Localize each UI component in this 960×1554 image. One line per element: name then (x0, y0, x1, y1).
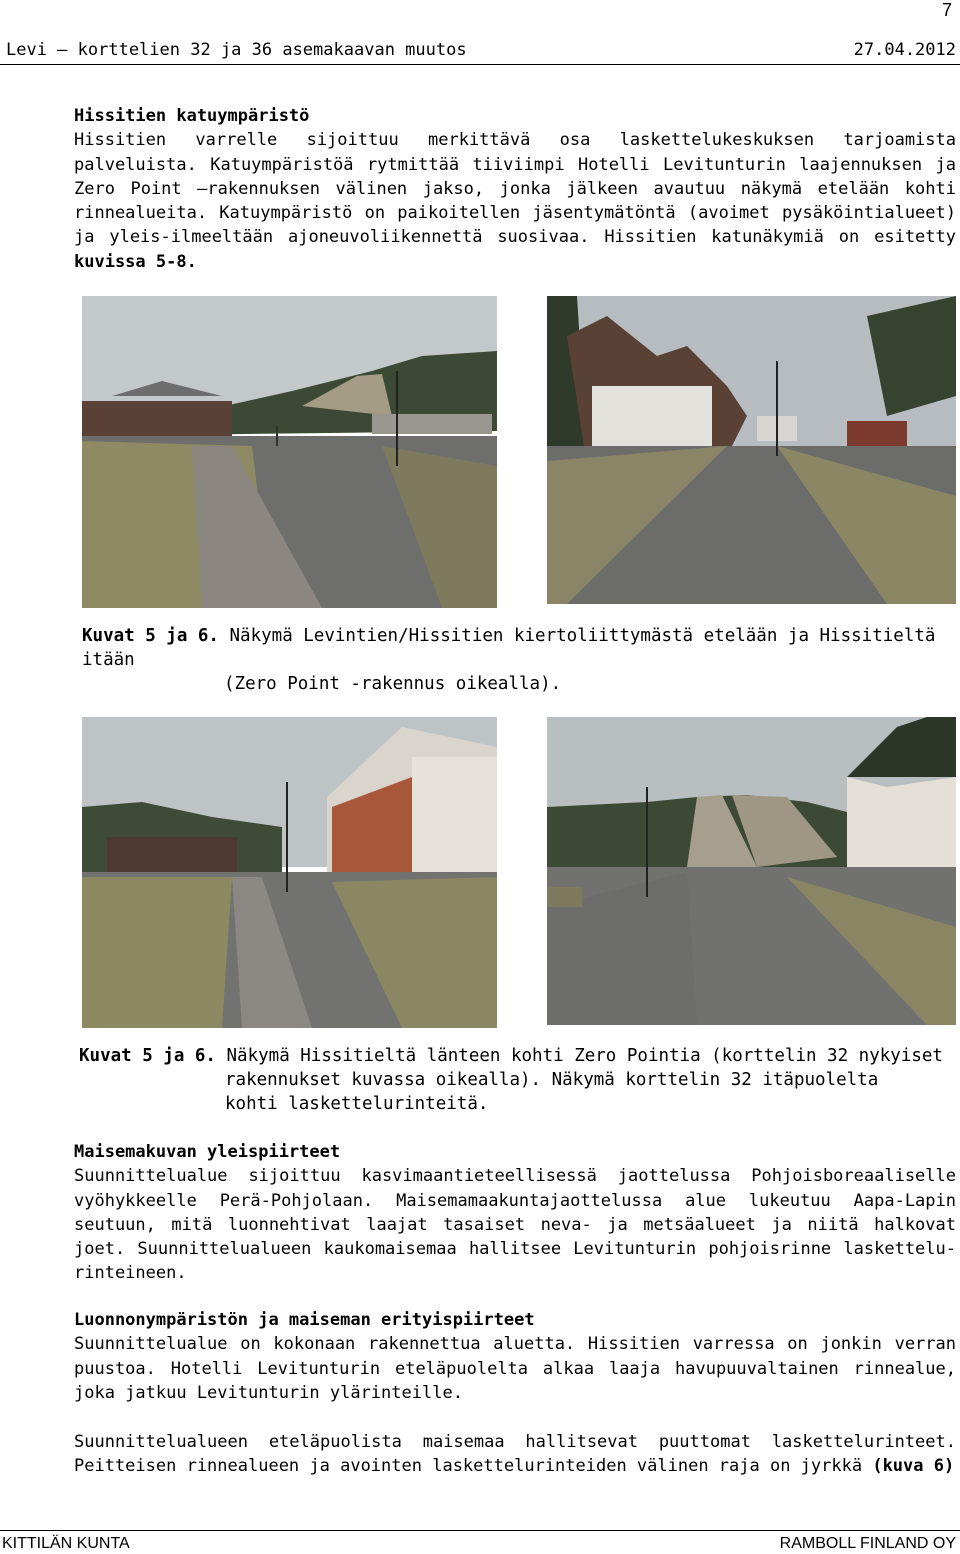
page-footer (2, 1535, 956, 1553)
caption-line: Näkymä Hissitieltä länteen kohti Zero Pointia (korttelin 32 nykyiset (226, 1046, 943, 1066)
section-luonnonymparisto-continued (74, 1430, 956, 1479)
section-body: Suunnittelualue on kokonaan rakennettua aluetta. Hissitien varressa on jonkin verran puustoa. Hotelli Levitunturin eteläpuolelta alkaa laaja havupuuvaltainen rinnealue, joka jatkuu Levitunturin ylärinteille. (74, 1334, 956, 1403)
section-body-text: Hissitien varrelle sijoittuu merkittävä osa laskettelukeskuksen tarjoamista palveluista. Katuympäristöä rytmittää tiiviimpi Hotelli Levitunturin laajennuksen ja Zero Point –rakennuksen välinen jakso, jonka jälkeen avautuu näkymä etelään kohti rinnealueita. Katuympäristö on paikoitellen jäsentymätöntä (avoimet pysäköintialueet) ja yleis-ilmeeltään ajoneuvoliikennettä suosivaa. Hissitien katunäkymiä on esitetty (74, 130, 956, 248)
section-heading: Hissitien katuympäristö (74, 106, 310, 126)
footer-right: RAMBOLL FINLAND OY (779, 1535, 956, 1552)
section-heading: Luonnonympäristön ja maiseman erityispiirteet (74, 1310, 535, 1330)
photo-roundabout-south (82, 296, 497, 608)
page-number: 7 (941, 0, 952, 20)
section-body-text: Suunnittelualueen eteläpuolista maisemaa hallitsevat puuttomat laskettelurinteet. Peitteisen rinnealueen ja avointen laskettelurinteiden välinen raja on jyrkkä (74, 1432, 956, 1477)
photo-ski-slopes (547, 717, 956, 1025)
section-maisemakuvan-yleispiirteet (74, 1140, 956, 1286)
header-rule (0, 64, 960, 65)
caption-label: Kuvat 5 ja 6. (82, 626, 219, 646)
header-title: Levi – korttelien 32 ja 36 asemakaavan muutos (6, 40, 467, 60)
section-body (74, 1430, 956, 1479)
caption-line: (Zero Point -rakennus oikealla). (224, 674, 562, 694)
figure-reference: (kuva 6) (872, 1456, 955, 1477)
header-date: 27.04.2012 (853, 40, 956, 60)
caption-photos-7-8 (79, 1044, 956, 1116)
section-hissitien-katuymparisto (74, 104, 956, 274)
caption-line: kohti laskettelurinteitä. (225, 1094, 489, 1114)
section-body (74, 128, 956, 274)
section-body: Suunnittelualue sijoittuu kasvimaantieteellisessä jaottelussa Pohjoisboreaaliselle vyöhykkeelle Perä-Pohjolaan. Maisemamaakuntajaottelussa alue lukeutuu Aapa-Lapin seutuun, mitä luonnehtivat laajat tasaiset neva- ja metsäalueet ja niitä halkovat joet. Suunnittelualueen kaukomaisemaa hallitsee Levitunturin pohjoisrinne laskettelu-rinteineen. (74, 1166, 956, 1284)
caption-photos-5-6 (82, 624, 956, 696)
section-luonnonymparisto (74, 1308, 956, 1405)
photo-hissitie-east (547, 296, 956, 604)
footer-rule (0, 1530, 960, 1531)
footer-left: KITTILÄN KUNTA (2, 1535, 130, 1552)
photo-hissitie-west-zero-point (82, 717, 497, 1028)
caption-line: rakennukset kuvassa oikealla). Näkymä korttelin 32 itäpuolelta (225, 1070, 879, 1090)
caption-line: Näkymä Levintien/Hissitien kiertoliittymästä etelään ja Hissitieltä itään (82, 626, 936, 670)
figure-reference: kuvissa 5-8. (74, 251, 197, 272)
section-heading: Maisemakuvan yleispiirteet (74, 1142, 341, 1162)
running-header (6, 40, 956, 60)
caption-label: Kuvat 5 ja 6. (79, 1046, 216, 1066)
